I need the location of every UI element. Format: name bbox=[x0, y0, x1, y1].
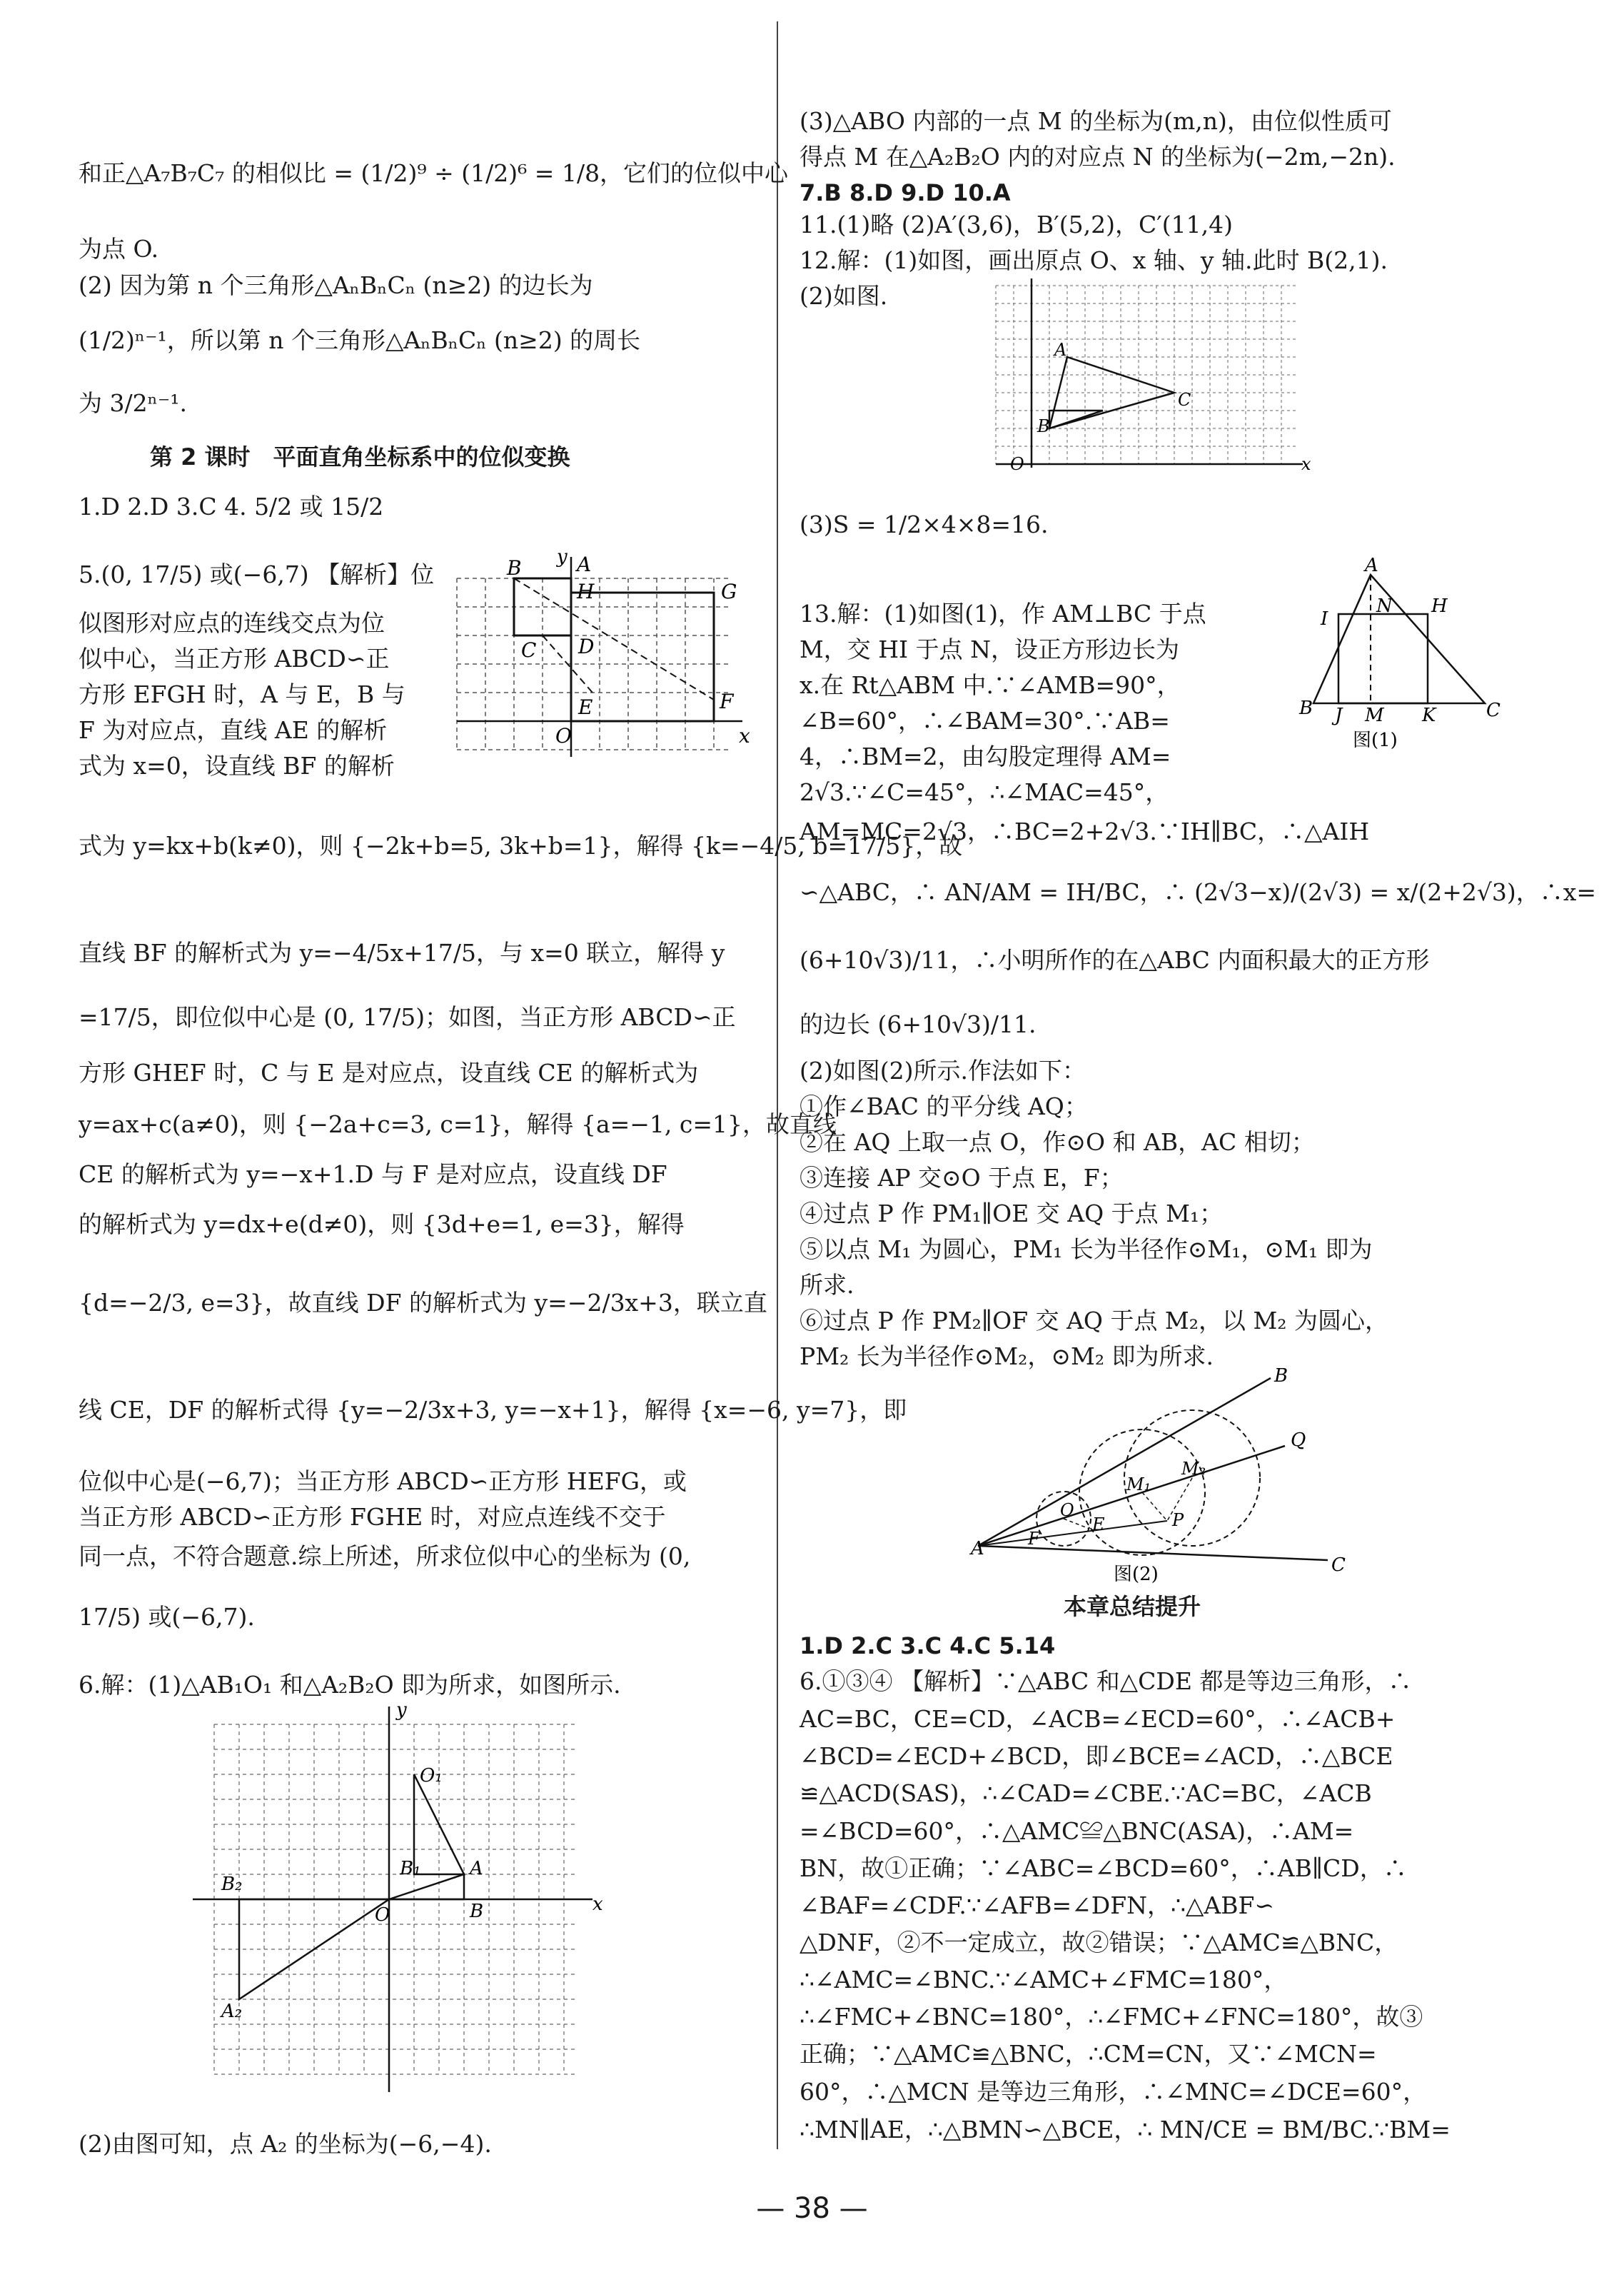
label-E: E bbox=[1092, 1514, 1105, 1534]
label-E: E bbox=[578, 695, 593, 719]
text-line: ⑥过点 P 作 PM₂∥OF 交 AQ 于点 M₂，以 M₂ 为圆心， bbox=[800, 1307, 1388, 1334]
fig2-caption: 图(2) bbox=[1114, 1564, 1159, 1585]
label-F: F bbox=[1028, 1529, 1040, 1549]
page-number: — 38 — bbox=[756, 2192, 868, 2225]
text-line: 12.解：(1)如图，画出原点 O、x 轴、y 轴.此时 B(2,1). bbox=[800, 246, 1388, 274]
text-line: =17/5，即位似中心是 (0, 17/5)；如图，当正方形 ABCD∽正 bbox=[79, 1003, 736, 1031]
text-line: △DNF，②不一定成立，故②错误；∵△AMC≌△BNC， bbox=[800, 1929, 1398, 1956]
label-M1: M₁ bbox=[1126, 1474, 1151, 1494]
label-D: D bbox=[578, 635, 595, 658]
text-line: PM₂ 长为半径作⊙M₂，⊙M₂ 即为所求. bbox=[800, 1342, 1214, 1370]
text-line: 似中心，当正方形 ABCD∽正 bbox=[79, 645, 390, 673]
label-J: J bbox=[1335, 705, 1343, 726]
answer-line: 1.D 2.D 3.C 4. 5/2 或 15/2 bbox=[79, 493, 384, 521]
text-line: M，交 HI 于点 N，设正方形边长为 bbox=[800, 635, 1179, 663]
text-line: 4，∴BM=2，由勾股定理得 AM= bbox=[800, 743, 1171, 770]
text-line: {d=−2/3, e=3}，故直线 DF 的解析式为 y=−2/3x+3，联立直 bbox=[79, 1289, 767, 1317]
text-line: 线 CE，DF 的解析式得 {y=−2/3x+3, y=−x+1}，解得 {x=−6, y=7}，即 bbox=[79, 1396, 907, 1424]
answer-line: 1.D 2.C 3.C 4.C 5.14 bbox=[800, 1632, 1056, 1659]
text-line: x.在 Rt△ABM 中.∵∠AMB=90°， bbox=[800, 671, 1181, 699]
text-line: (3)△ABO 内部的一点 M 的坐标为(m,n)，由位似性质可 bbox=[800, 107, 1392, 135]
label-A: A bbox=[577, 553, 592, 576]
text-line: 所求. bbox=[800, 1271, 854, 1299]
answer-line: 7.B 8.D 9.D 10.A bbox=[800, 179, 1011, 206]
label-A: A bbox=[470, 1858, 483, 1879]
label-A: A bbox=[1365, 555, 1378, 576]
fig1-caption: 图(1) bbox=[1353, 730, 1398, 751]
text-line: 同一点，不符合题意.综上所述，所求位似中心的坐标为 (0, bbox=[79, 1542, 691, 1570]
text-line: (2) 因为第 n 个三角形△AₙBₙCₙ (n≥2) 的边长为 bbox=[79, 271, 593, 299]
text-line: ②在 AQ 上取一点 O，作⊙O 和 AB，AC 相切； bbox=[800, 1128, 1315, 1156]
label-H: H bbox=[577, 580, 595, 603]
label-K: K bbox=[1422, 705, 1436, 726]
text-line: 直线 BF 的解析式为 y=−4/5x+17/5，与 x=0 联立，解得 y bbox=[79, 939, 725, 967]
text-line: (2)由图可知，点 A₂ 的坐标为(−6,−4). bbox=[79, 2130, 492, 2158]
label-B1: B₁ bbox=[400, 1858, 421, 1879]
text-line: 位似中心是(−6,7)；当正方形 ABCD∽正方形 HEFG，或 bbox=[79, 1467, 687, 1495]
text-line: ≌△ACD(SAS)，∴∠CAD=∠CBE.∵AC=BC，∠ACB bbox=[800, 1779, 1372, 1807]
label-A2: A₂ bbox=[221, 2001, 243, 2022]
text-line: ∴∠FMC+∠BNC=180°，∴∠FMC+∠FNC=180°，故③ bbox=[800, 2003, 1423, 2031]
text-line: y=ax+c(a≠0)，则 {−2a+c=3, c=1}，解得 {a=−1, c=1}，故直线 bbox=[79, 1110, 837, 1138]
text-line: BN，故①正确；∵∠ABC=∠BCD=60°，∴AB∥CD，∴ bbox=[800, 1854, 1407, 1882]
label-O: O bbox=[1060, 1500, 1074, 1520]
text-line: ∠B=60°，∴∠BAM=30°.∵AB= bbox=[800, 707, 1170, 735]
label-C: C bbox=[521, 638, 537, 662]
label-O: O bbox=[555, 724, 572, 748]
text-line: F 为对应点，直线 AE 的解析 bbox=[79, 716, 388, 744]
text-line: ⑤以点 M₁ 为圆心，PM₁ 长为半径作⊙M₁，⊙M₁ 即为 bbox=[800, 1235, 1373, 1263]
text-line: ∴MN∥AE，∴△BMN∽△BCE，∴ MN/CE = BM/BC.∵BM= bbox=[800, 2116, 1451, 2143]
label-x: x bbox=[1301, 454, 1311, 474]
text-line: 6.①③④ 【解析】∵△ABC 和△CDE 都是等边三角形，∴ bbox=[800, 1667, 1412, 1695]
text-line: 17/5) 或(−6,7). bbox=[79, 1603, 255, 1631]
text-line: 方形 EFGH 时，A 与 E，B 与 bbox=[79, 680, 405, 708]
text-line: ④过点 P 作 PM₁∥OE 交 AQ 于点 M₁； bbox=[800, 1200, 1224, 1227]
section-title: 第 2 课时 平面直角坐标系中的位似变换 bbox=[150, 443, 570, 471]
label-Q: Q bbox=[1291, 1429, 1306, 1451]
label-B: B bbox=[1274, 1365, 1288, 1387]
label-y: y bbox=[557, 546, 568, 568]
text-line: ∠BCD=∠ECD+∠BCD，即∠BCE=∠ACD，∴△BCE bbox=[800, 1742, 1393, 1770]
text-line: 6.解：(1)△AB₁O₁ 和△A₂B₂O 即为所求，如图所示. bbox=[79, 1671, 621, 1699]
label-M2: M₂ bbox=[1181, 1459, 1206, 1479]
text-line: 为 3/2ⁿ⁻¹. bbox=[79, 389, 188, 417]
text-line: AC=BC，CE=CD，∠ACB=∠ECD=60°，∴∠ACB+ bbox=[800, 1705, 1396, 1733]
text-line: (1/2)ⁿ⁻¹，所以第 n 个三角形△AₙBₙCₙ (n≥2) 的周长 bbox=[79, 326, 641, 354]
text-line: 的解析式为 y=dx+e(d≠0)，则 {3d+e=1, e=3}，解得 bbox=[79, 1210, 685, 1238]
label-x: x bbox=[592, 1894, 603, 1915]
text-line: ∴∠AMC=∠BNC.∵∠AMC+∠FMC=180°， bbox=[800, 1966, 1288, 1994]
label-G: G bbox=[721, 580, 737, 603]
text-line: (6+10√3)/11，∴小明所作的在△ABC 内面积最大的正方形 bbox=[800, 946, 1430, 974]
text-line: 11.(1)略 (2)A′(3,6)，B′(5,2)，C′(11,4) bbox=[800, 211, 1233, 238]
text-line: 60°，∴△MCN 是等边三角形，∴∠MNC=∠DCE=60°， bbox=[800, 2078, 1427, 2106]
label-P: P bbox=[1172, 1510, 1184, 1530]
label-C: C bbox=[1178, 390, 1191, 410]
figure-problem12-labels bbox=[996, 278, 1324, 486]
label-B2: B₂ bbox=[221, 1874, 243, 1895]
text-line: =∠BCD=60°，∴△AMC≌△BNC(ASA)，∴AM= bbox=[800, 1817, 1354, 1845]
text-line: ①作∠BAC 的平分线 AQ； bbox=[800, 1092, 1088, 1120]
figure-problem6-labels bbox=[193, 1699, 692, 2117]
text-line: ∠BAF=∠CDF.∵∠AFB=∠DFN，∴△ABF∽ bbox=[800, 1891, 1275, 1919]
text-line: 2√3.∵∠C=45°，∴∠MAC=45°， bbox=[800, 778, 1169, 806]
label-x: x bbox=[739, 724, 750, 748]
label-M: M bbox=[1365, 705, 1384, 726]
text-line: (2)如图. bbox=[800, 282, 888, 310]
text-line: (3)S = 1/2×4×8=16. bbox=[800, 511, 1049, 538]
label-I: I bbox=[1321, 608, 1328, 630]
figure-problem5-labels bbox=[457, 546, 778, 771]
section-title: 本章总结提升 bbox=[1064, 1593, 1201, 1620]
label-O1: O₁ bbox=[420, 1765, 443, 1786]
text-line: 得点 M 在△A₂B₂O 内的对应点 N 的坐标为(−2m,−2n). bbox=[800, 143, 1396, 171]
column-divider bbox=[777, 21, 778, 2149]
text-line: CE 的解析式为 y=−x+1.D 与 F 是对应点，设直线 DF bbox=[79, 1160, 667, 1188]
label-C: C bbox=[1331, 1554, 1346, 1576]
text-line: 当正方形 ABCD∽正方形 FGHE 时，对应点连线不交于 bbox=[79, 1503, 666, 1531]
text-line: 式为 x=0，设直线 BF 的解析 bbox=[79, 752, 395, 780]
label-O: O bbox=[375, 1904, 390, 1926]
text-line: AM=MC=2√3，∴BC=2+2√3.∵IH∥BC，∴△AIH bbox=[800, 818, 1370, 845]
text-line: ③连接 AP 交⊙O 于点 E，F； bbox=[800, 1164, 1124, 1192]
label-B: B bbox=[470, 1901, 484, 1922]
text-line: 和正△A₇B₇C₇ 的相似比 = (1/2)⁹ ÷ (1/2)⁶ = 1/8，它们的位似中心 bbox=[79, 159, 789, 187]
text-line: 似图形对应点的连线交点为位 bbox=[79, 609, 385, 637]
label-B: B bbox=[507, 556, 522, 580]
text-line: (2)如图(2)所示.作法如下： bbox=[800, 1057, 1086, 1085]
text-line: 式为 y=kx+b(k≠0)，则 {−2k+b=5, 3k+b=1}，解得 {k=−4/5, b=17/5}，故 bbox=[79, 832, 963, 860]
label-B: B bbox=[1299, 698, 1313, 719]
text-line: 的边长 (6+10√3)/11. bbox=[800, 1010, 1037, 1038]
label-N: N bbox=[1376, 595, 1393, 617]
text-line: 正确；∵△AMC≌△BNC，∴CM=CN，又∵∠MCN= bbox=[800, 2040, 1377, 2068]
text-line: 方形 GHEF 时，C 与 E 是对应点，设直线 CE 的解析式为 bbox=[79, 1059, 699, 1087]
text-line: 5.(0, 17/5) 或(−6,7) 【解析】位 bbox=[79, 561, 435, 588]
label-C: C bbox=[1486, 700, 1501, 721]
figure-13-2-labels bbox=[971, 1367, 1413, 1610]
label-O: O bbox=[1010, 454, 1024, 474]
text-line: 13.解：(1)如图(1)，作 AM⊥BC 于点 bbox=[800, 600, 1206, 628]
label-y: y bbox=[396, 1699, 407, 1721]
label-H: H bbox=[1431, 595, 1448, 617]
label-F: F bbox=[720, 690, 734, 713]
figure-13-1-labels bbox=[1299, 555, 1528, 775]
label-B: B bbox=[1037, 416, 1050, 436]
label-A: A bbox=[1054, 340, 1067, 360]
label-A: A bbox=[971, 1538, 984, 1559]
text-line: ∽△ABC，∴ AN/AM = IH/BC，∴ (2√3−x)/(2√3) = x/(2+2√3)，∴x= bbox=[800, 878, 1597, 906]
text-line: 为点 O. bbox=[79, 235, 159, 263]
